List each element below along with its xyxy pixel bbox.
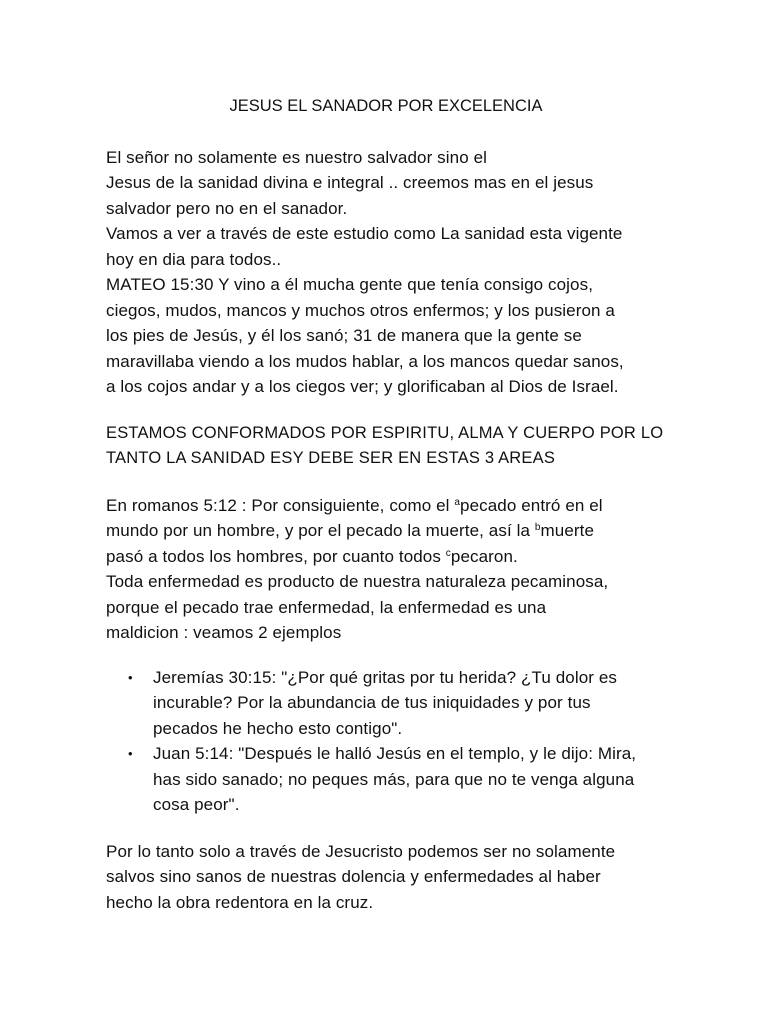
bullet-icon: • (128, 669, 133, 685)
heading-line: ESTAMOS CONFORMADOS POR ESPIRITU, ALMA Y CUERPO POR LO (106, 423, 664, 442)
bullet-icon: • (128, 746, 133, 761)
intro-line: a los cojos andar y a los ciegos ver; y glorificaban al Dios de Israel. (106, 377, 619, 396)
intro-line: Jesus de la sanidad divina e integral .. creemos mas en el jesus (106, 173, 594, 192)
examples-list (106, 646, 666, 818)
conclusion-paragraph (106, 839, 666, 916)
intro-line: MATEO 15:30 Y vino a él mucha gente que tenía consigo cojos, (106, 275, 594, 294)
intro-line: maravillaba viendo a los mudos hablar, a los mancos quedar sanos, (106, 351, 624, 371)
section-heading (106, 421, 666, 472)
intro-line: salvador pero no en el sanador. (106, 198, 348, 218)
romans-text: pasó a todos los hombres, por cuanto todos (106, 546, 446, 566)
list-item-line: Jeremías 30:15: "¿Por qué gritas por tu herida? ¿Tu dolor es (153, 667, 618, 687)
conclusion-line: Por lo tanto solo a través de Jesucristo podemos ser no solamente (106, 841, 616, 861)
romans-line: porque el pecado trae enfermedad, la enfermedad es una (106, 597, 547, 617)
romans-text: pecaron. (450, 546, 518, 566)
list-item-line: Juan 5:14: "Después le halló Jesús en el templo, y le dijo: Mira, (153, 744, 637, 763)
list-item-line: incurable? Por la abundancia de tus iniquidades y por tus (153, 693, 591, 712)
intro-line: ciegos, mudos, mancos y muchos otros enfermos; y los pusieron a (106, 300, 615, 320)
list-item-line: has sido sanado; no peques más, para que no te venga alguna (153, 769, 635, 789)
intro-line: Vamos a ver a través de este estudio como La sanidad esta vigente (106, 224, 623, 243)
list-item (106, 665, 666, 742)
romans-paragraph (106, 493, 666, 646)
conclusion-line: hecho la obra redentora en la cruz. (106, 892, 374, 912)
romans-line (106, 518, 666, 544)
list-item-line: pecados he hecho esto contigo". (153, 718, 403, 738)
romans-text: En romanos 5:12 : Por consiguiente, como el (106, 495, 455, 515)
document-title: JESUS EL SANADOR POR EXCELENCIA (229, 97, 543, 115)
romans-line: maldicion : veamos 2 ejemplos (106, 623, 342, 642)
list-item (106, 741, 666, 818)
romans-text: pecado entró en el (460, 495, 603, 515)
document-page (106, 94, 666, 936)
romans-text: muerte (540, 521, 595, 540)
intro-line: los pies de Jesús, y él los sanó; 31 de manera que la gente se (106, 326, 582, 345)
intro-line: hoy en dia para todos.. (106, 249, 282, 269)
footnote-marker: c (445, 547, 451, 559)
romans-line (106, 493, 666, 519)
conclusion-line: salvos sino sanos de nuestras dolencia y enfermedades al haber (106, 867, 601, 886)
list-item-line: cosa peor". (153, 795, 240, 814)
footnote-marker: a (454, 496, 461, 508)
intro-line: El señor no solamente es nuestro salvador sino el (106, 147, 487, 167)
heading-line: TANTO LA SANIDAD ESY DEBE SER EN ESTAS 3 AREAS (106, 449, 556, 467)
romans-line (106, 544, 666, 570)
romans-text: mundo por un hombre, y por el pecado la muerte, así la (106, 521, 535, 540)
intro-paragraph (106, 145, 666, 400)
romans-line: Toda enfermedad es producto de nuestra naturaleza pecaminosa, (106, 572, 609, 591)
footnote-marker: b (534, 522, 541, 533)
